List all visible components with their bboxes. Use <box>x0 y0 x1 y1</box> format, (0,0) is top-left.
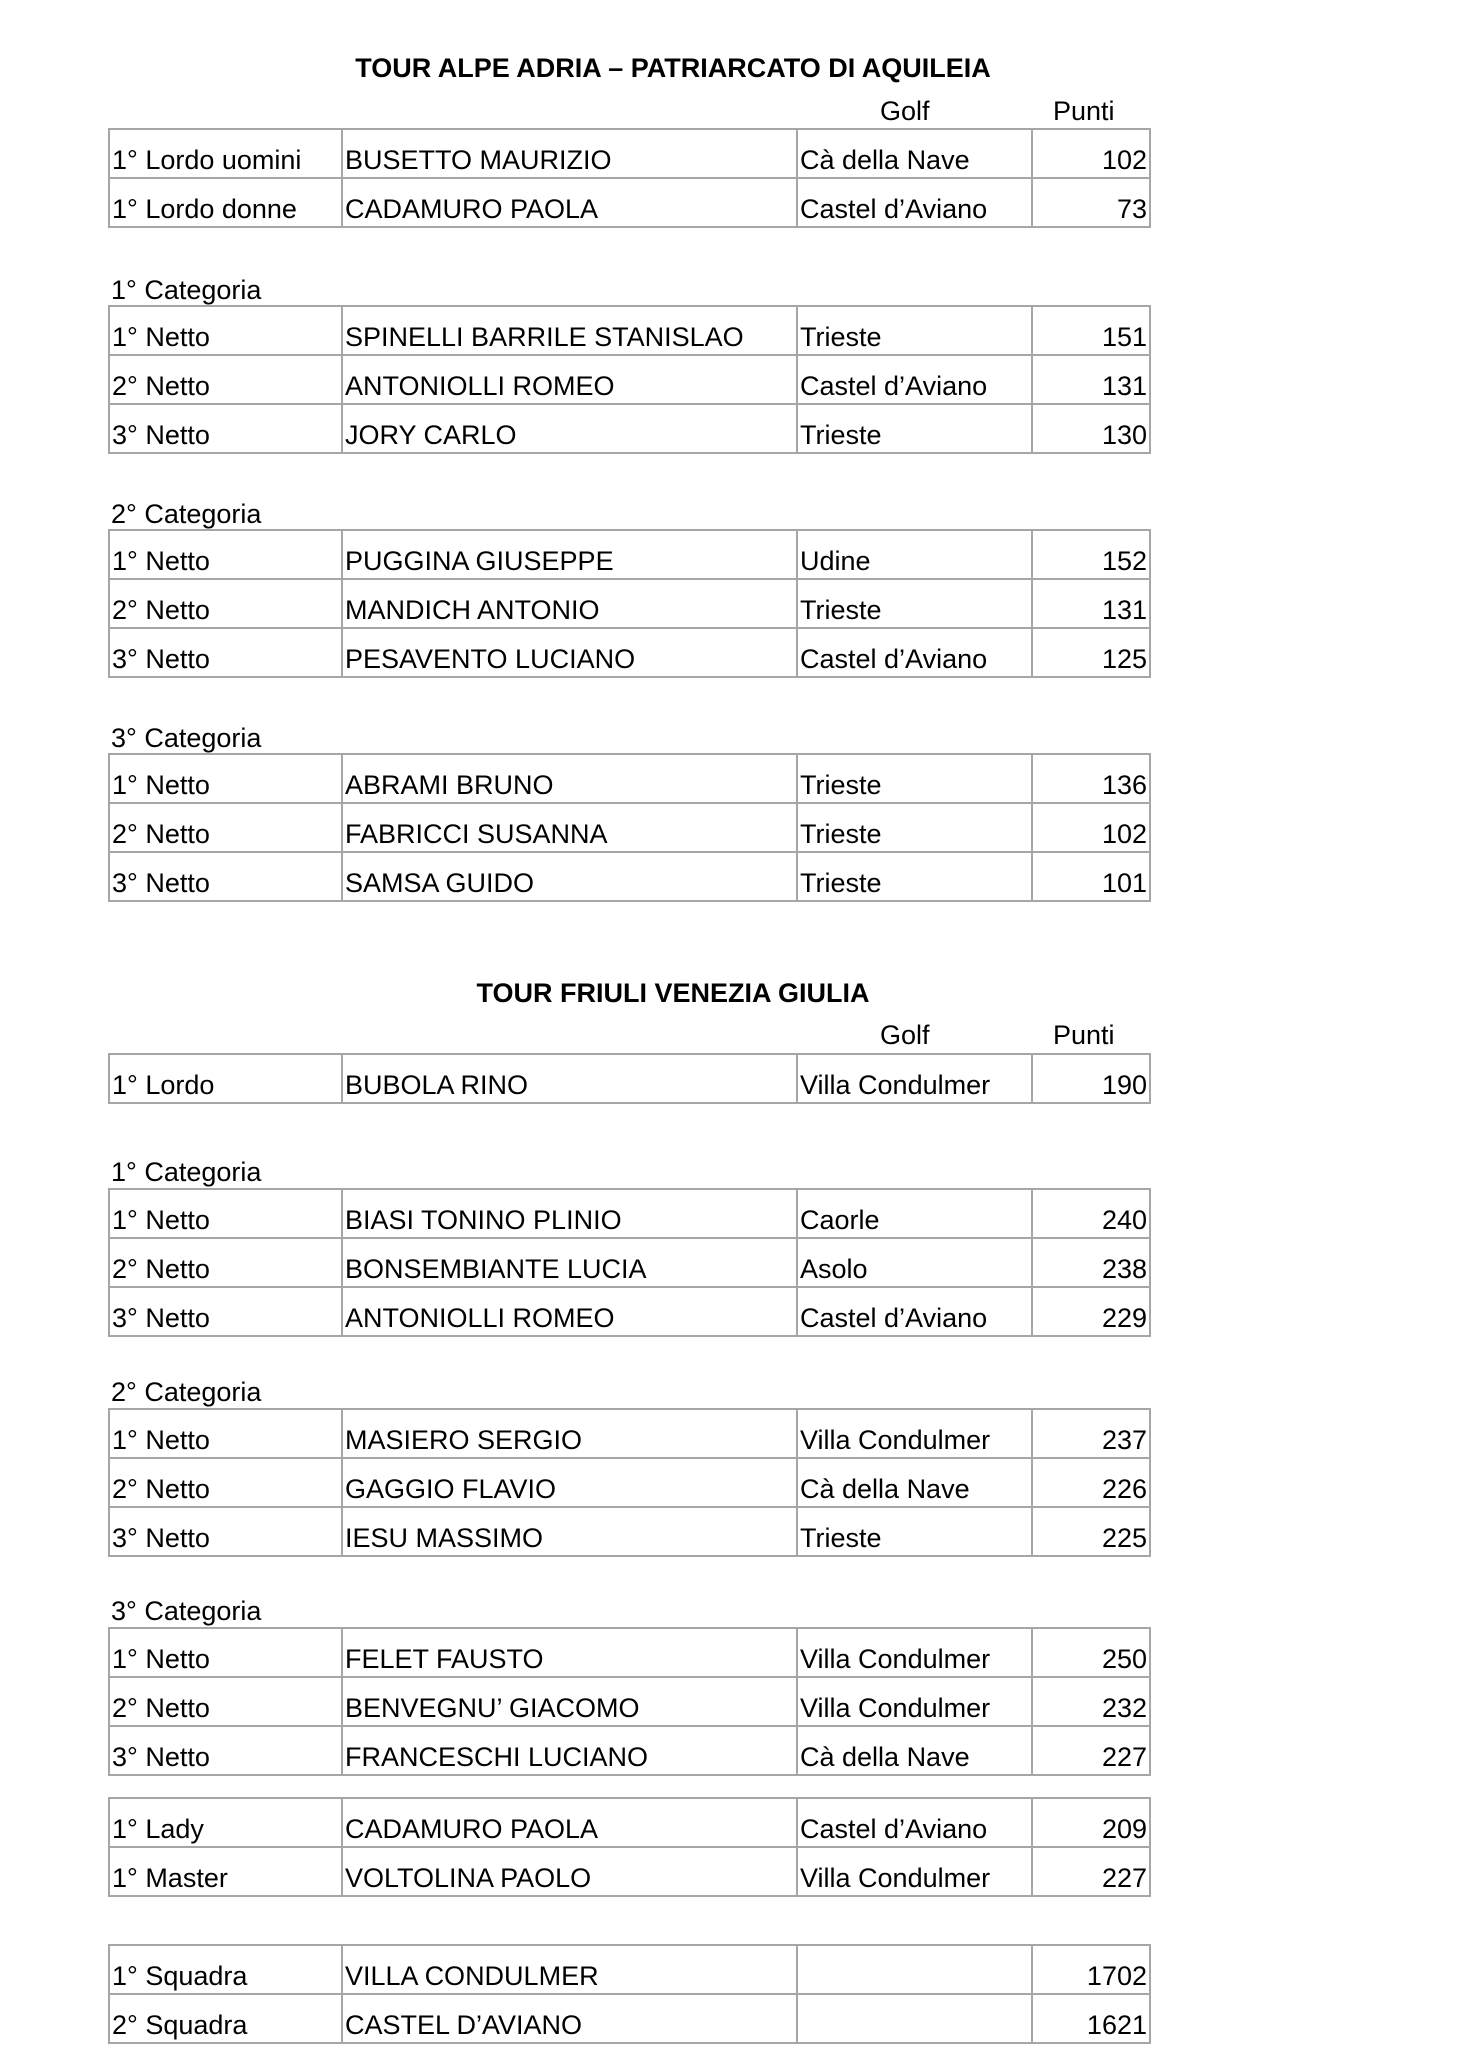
golf-club-cell: Trieste <box>797 852 1032 901</box>
player-name-cell: BONSEMBIANTE LUCIA <box>342 1238 797 1287</box>
placement-cell: 1° Lordo <box>109 1054 342 1103</box>
player-name-cell: BENVEGNU’ GIACOMO <box>342 1677 797 1726</box>
placement-cell: 1° Netto <box>109 1189 342 1238</box>
golf-club-cell: Trieste <box>797 579 1032 628</box>
points-cell: 225 <box>1032 1507 1150 1556</box>
points-cell: 232 <box>1032 1677 1150 1726</box>
category-label: 1° Categoria <box>111 275 262 305</box>
points-cell: 125 <box>1032 628 1150 677</box>
placement-cell: 2° Netto <box>109 1677 342 1726</box>
punti-column-header: Punti <box>1053 96 1115 126</box>
player-name-cell: ANTONIOLLI ROMEO <box>342 355 797 404</box>
category-label: 2° Categoria <box>111 1377 262 1407</box>
golf-club-cell: Villa Condulmer <box>797 1409 1032 1458</box>
player-name-cell: JORY CARLO <box>342 404 797 453</box>
player-name-cell: VILLA CONDULMER <box>342 1945 797 1994</box>
points-cell: 151 <box>1032 306 1150 355</box>
golf-club-cell: Udine <box>797 530 1032 579</box>
player-name-cell: BUSETTO MAURIZIO <box>342 129 797 178</box>
points-cell: 227 <box>1032 1847 1150 1896</box>
player-name-cell: IESU MASSIMO <box>342 1507 797 1556</box>
points-cell: 102 <box>1032 803 1150 852</box>
table-row <box>109 579 1150 628</box>
table-row <box>109 1507 1150 1556</box>
placement-cell: 3° Netto <box>109 404 342 453</box>
category-label: 3° Categoria <box>111 1596 262 1626</box>
points-cell: 130 <box>1032 404 1150 453</box>
points-cell: 226 <box>1032 1458 1150 1507</box>
category-table <box>108 1408 1151 1557</box>
points-cell: 227 <box>1032 1726 1150 1775</box>
golf-club-cell: Asolo <box>797 1238 1032 1287</box>
points-cell: 1702 <box>1032 1945 1150 1994</box>
player-name-cell: MASIERO SERGIO <box>342 1409 797 1458</box>
placement-cell: 3° Netto <box>109 852 342 901</box>
golf-club-cell: Villa Condulmer <box>797 1054 1032 1103</box>
points-cell: 131 <box>1032 579 1150 628</box>
placement-cell: 1° Lordo uomini <box>109 129 342 178</box>
golf-club-cell: Trieste <box>797 306 1032 355</box>
placement-cell: 1° Netto <box>109 1628 342 1677</box>
table-row <box>109 1994 1150 2043</box>
table-row <box>109 1945 1150 1994</box>
category-table <box>108 305 1151 454</box>
golf-club-cell: Caorle <box>797 1189 1032 1238</box>
points-cell: 209 <box>1032 1798 1150 1847</box>
table-row <box>109 754 1150 803</box>
golf-club-cell: Cà della Nave <box>797 1458 1032 1507</box>
player-name-cell: FRANCESCHI LUCIANO <box>342 1726 797 1775</box>
table-row <box>109 1054 1150 1103</box>
lordo-table <box>108 128 1151 228</box>
points-cell: 102 <box>1032 129 1150 178</box>
table-row <box>109 404 1150 453</box>
player-name-cell: ANTONIOLLI ROMEO <box>342 1287 797 1336</box>
placement-cell: 2° Netto <box>109 579 342 628</box>
golf-club-cell: Castel d’Aviano <box>797 1798 1032 1847</box>
category-table <box>108 1627 1151 1776</box>
player-name-cell: ABRAMI BRUNO <box>342 754 797 803</box>
table-row <box>109 1238 1150 1287</box>
table-row <box>109 803 1150 852</box>
golf-column-header: Golf <box>880 96 930 126</box>
points-cell: 152 <box>1032 530 1150 579</box>
points-cell: 237 <box>1032 1409 1150 1458</box>
special-prizes-table <box>108 1797 1151 1897</box>
placement-cell: 3° Netto <box>109 628 342 677</box>
player-name-cell: CADAMURO PAOLA <box>342 178 797 227</box>
table-row <box>109 1847 1150 1896</box>
player-name-cell: FABRICCI SUSANNA <box>342 803 797 852</box>
points-cell: 131 <box>1032 355 1150 404</box>
table-row <box>109 129 1150 178</box>
points-cell: 238 <box>1032 1238 1150 1287</box>
golf-column-header: Golf <box>880 1020 930 1050</box>
table-row <box>109 1189 1150 1238</box>
category-table <box>108 1188 1151 1337</box>
points-cell: 190 <box>1032 1054 1150 1103</box>
placement-cell: 2° Netto <box>109 1238 342 1287</box>
table-row <box>109 1628 1150 1677</box>
category-table <box>108 753 1151 902</box>
table-row <box>109 1458 1150 1507</box>
golf-club-cell: Trieste <box>797 803 1032 852</box>
golf-club-cell: Cà della Nave <box>797 129 1032 178</box>
player-name-cell: VOLTOLINA PAOLO <box>342 1847 797 1896</box>
category-label: 1° Categoria <box>111 1157 262 1187</box>
golf-club-cell: Villa Condulmer <box>797 1847 1032 1896</box>
points-cell: 229 <box>1032 1287 1150 1336</box>
golf-club-cell: Trieste <box>797 1507 1032 1556</box>
placement-cell: 1° Netto <box>109 306 342 355</box>
points-cell: 136 <box>1032 754 1150 803</box>
table-row <box>109 306 1150 355</box>
table-row <box>109 628 1150 677</box>
golf-club-cell: Castel d’Aviano <box>797 355 1032 404</box>
placement-cell: 1° Master <box>109 1847 342 1896</box>
golf-club-cell: Trieste <box>797 404 1032 453</box>
placement-cell: 3° Netto <box>109 1507 342 1556</box>
table-row <box>109 178 1150 227</box>
placement-cell: 1° Squadra <box>109 1945 342 1994</box>
player-name-cell: BUBOLA RINO <box>342 1054 797 1103</box>
golf-club-cell <box>797 1994 1032 2043</box>
table-row <box>109 530 1150 579</box>
category-label: 2° Categoria <box>111 499 262 529</box>
player-name-cell: PESAVENTO LUCIANO <box>342 628 797 677</box>
golf-club-cell: Trieste <box>797 754 1032 803</box>
placement-cell: 1° Lady <box>109 1798 342 1847</box>
player-name-cell: MANDICH ANTONIO <box>342 579 797 628</box>
placement-cell: 3° Netto <box>109 1287 342 1336</box>
golf-club-cell: Villa Condulmer <box>797 1677 1032 1726</box>
points-cell: 101 <box>1032 852 1150 901</box>
placement-cell: 2° Netto <box>109 1458 342 1507</box>
player-name-cell: PUGGINA GIUSEPPE <box>342 530 797 579</box>
category-label: 3° Categoria <box>111 723 262 753</box>
table-row <box>109 1798 1150 1847</box>
golf-club-cell: Villa Condulmer <box>797 1628 1032 1677</box>
lordo-table <box>108 1053 1151 1104</box>
player-name-cell: CASTEL D’AVIANO <box>342 1994 797 2043</box>
golf-club-cell: Cà della Nave <box>797 1726 1032 1775</box>
placement-cell: 3° Netto <box>109 1726 342 1775</box>
team-table <box>108 1944 1151 2044</box>
player-name-cell: SAMSA GUIDO <box>342 852 797 901</box>
points-cell: 1621 <box>1032 1994 1150 2043</box>
placement-cell: 2° Squadra <box>109 1994 342 2043</box>
player-name-cell: BIASI TONINO PLINIO <box>342 1189 797 1238</box>
section-title-alpe-adria: TOUR ALPE ADRIA – PATRIARCATO DI AQUILEIA <box>355 53 991 83</box>
points-cell: 73 <box>1032 178 1150 227</box>
placement-cell: 1° Lordo donne <box>109 178 342 227</box>
points-cell: 250 <box>1032 1628 1150 1677</box>
golf-club-cell: Castel d’Aviano <box>797 1287 1032 1336</box>
points-cell: 240 <box>1032 1189 1150 1238</box>
golf-club-cell <box>797 1945 1032 1994</box>
placement-cell: 1° Netto <box>109 754 342 803</box>
table-row <box>109 355 1150 404</box>
table-row <box>109 852 1150 901</box>
player-name-cell: GAGGIO FLAVIO <box>342 1458 797 1507</box>
golf-club-cell: Castel d’Aviano <box>797 178 1032 227</box>
table-row <box>109 1287 1150 1336</box>
player-name-cell: SPINELLI BARRILE STANISLAO <box>342 306 797 355</box>
player-name-cell: CADAMURO PAOLA <box>342 1798 797 1847</box>
placement-cell: 2° Netto <box>109 803 342 852</box>
table-row <box>109 1409 1150 1458</box>
punti-column-header: Punti <box>1053 1020 1115 1050</box>
golf-club-cell: Castel d’Aviano <box>797 628 1032 677</box>
placement-cell: 1° Netto <box>109 530 342 579</box>
table-row <box>109 1726 1150 1775</box>
placement-cell: 1° Netto <box>109 1409 342 1458</box>
player-name-cell: FELET FAUSTO <box>342 1628 797 1677</box>
table-row <box>109 1677 1150 1726</box>
category-table <box>108 529 1151 678</box>
section-title-friuli: TOUR FRIULI VENEZIA GIULIA <box>476 978 870 1008</box>
placement-cell: 2° Netto <box>109 355 342 404</box>
